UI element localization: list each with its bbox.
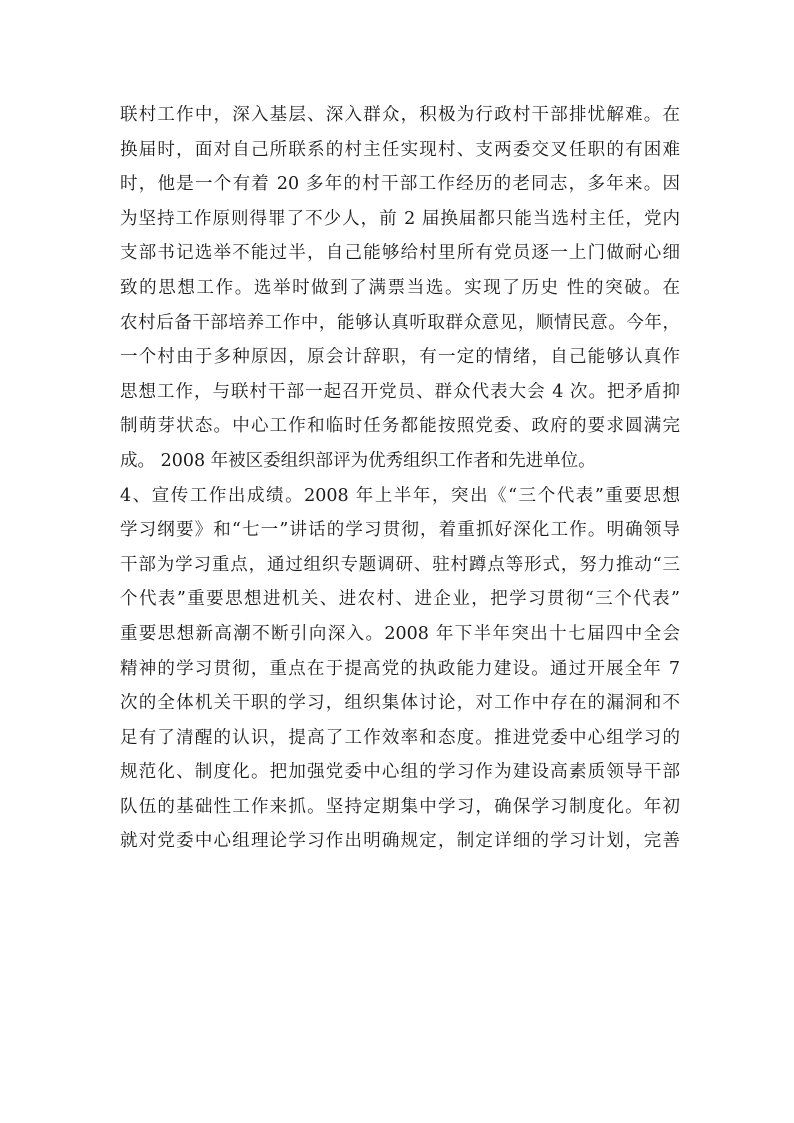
text-line: 农村后备干部培养工作中，能够认真听取群众意见，顺情民意。今年， (120, 312, 680, 333)
text-line: 一个村由于多种原因，原会计辞职，有一定的情绪，自己能够认真作 (120, 347, 680, 368)
text-line: 精神的学习贯彻，重点在于提高党的执政能力建设。通过开展全年 7 (120, 658, 680, 679)
text-line: 致的思想工作。选举时做到了满票当选。实现了历史 性的突破。在 (120, 277, 680, 298)
text-line: 干部为学习重点，通过组织专题调研、驻村蹲点等形式，努力推动“三 (120, 554, 680, 575)
text-line: 支部书记选举不能过半，自己能够给村里所有党员逐一上门做耐心细 (120, 243, 680, 264)
text-line: 思想工作，与联村干部一起召开党员、群众代表大会 4 次。把矛盾抑 (120, 381, 680, 402)
body-text (120, 98, 680, 859)
text-line: 时，他是一个有着 20 多年的村干部工作经历的老同志，多年来。因 (120, 174, 680, 195)
text-line: 重要思想新高潮不断引向深入。2008 年下半年突出十七届四中全会 (120, 623, 680, 644)
text-line: 就对党委中心组理论学习作出明确规定，制定详细的学习计划，完善 (120, 831, 680, 852)
text-line: 换届时，面对自己所联系的村主任实现村、支两委交叉任职的有困难 (120, 139, 680, 160)
text-line: 足有了清醒的认识，提高了工作效率和态度。推进党委中心组学习的 (120, 727, 680, 748)
text-line: 4、宣传工作出成绩。2008 年上半年，突出《“三个代表”重要思想 (120, 485, 680, 506)
text-line: 个代表”重要思想进机关、进农村、进企业，把学习贯彻“三个代表” (120, 589, 680, 610)
text-line: 学习纲要》和“七一”讲话的学习贯彻，着重抓好深化工作。明确领导 (120, 520, 680, 541)
text-line: 次的全体机关干职的学习，组织集体讨论，对工作中存在的漏洞和不 (120, 693, 680, 714)
text-line: 制萌芽状态。中心工作和临时任务都能按照党委、政府的要求圆满完 (120, 416, 680, 437)
text-line: 队伍的基础性工作来抓。坚持定期集中学习，确保学习制度化。年初 (120, 796, 680, 817)
text-line: 联村工作中，深入基层、深入群众，积极为行政村干部排忧解难。在 (120, 105, 680, 125)
text-line: 为坚持工作原则得罪了不少人，前 2 届换届都只能当选村主任，党内 (120, 208, 680, 229)
paragraph-end-line: 成。 2008 年被区委组织部评为优秀组织工作者和先进单位。 (120, 450, 596, 471)
text-line: 规范化、制度化。把加强党委中心组的学习作为建设高素质领导干部 (120, 762, 680, 783)
